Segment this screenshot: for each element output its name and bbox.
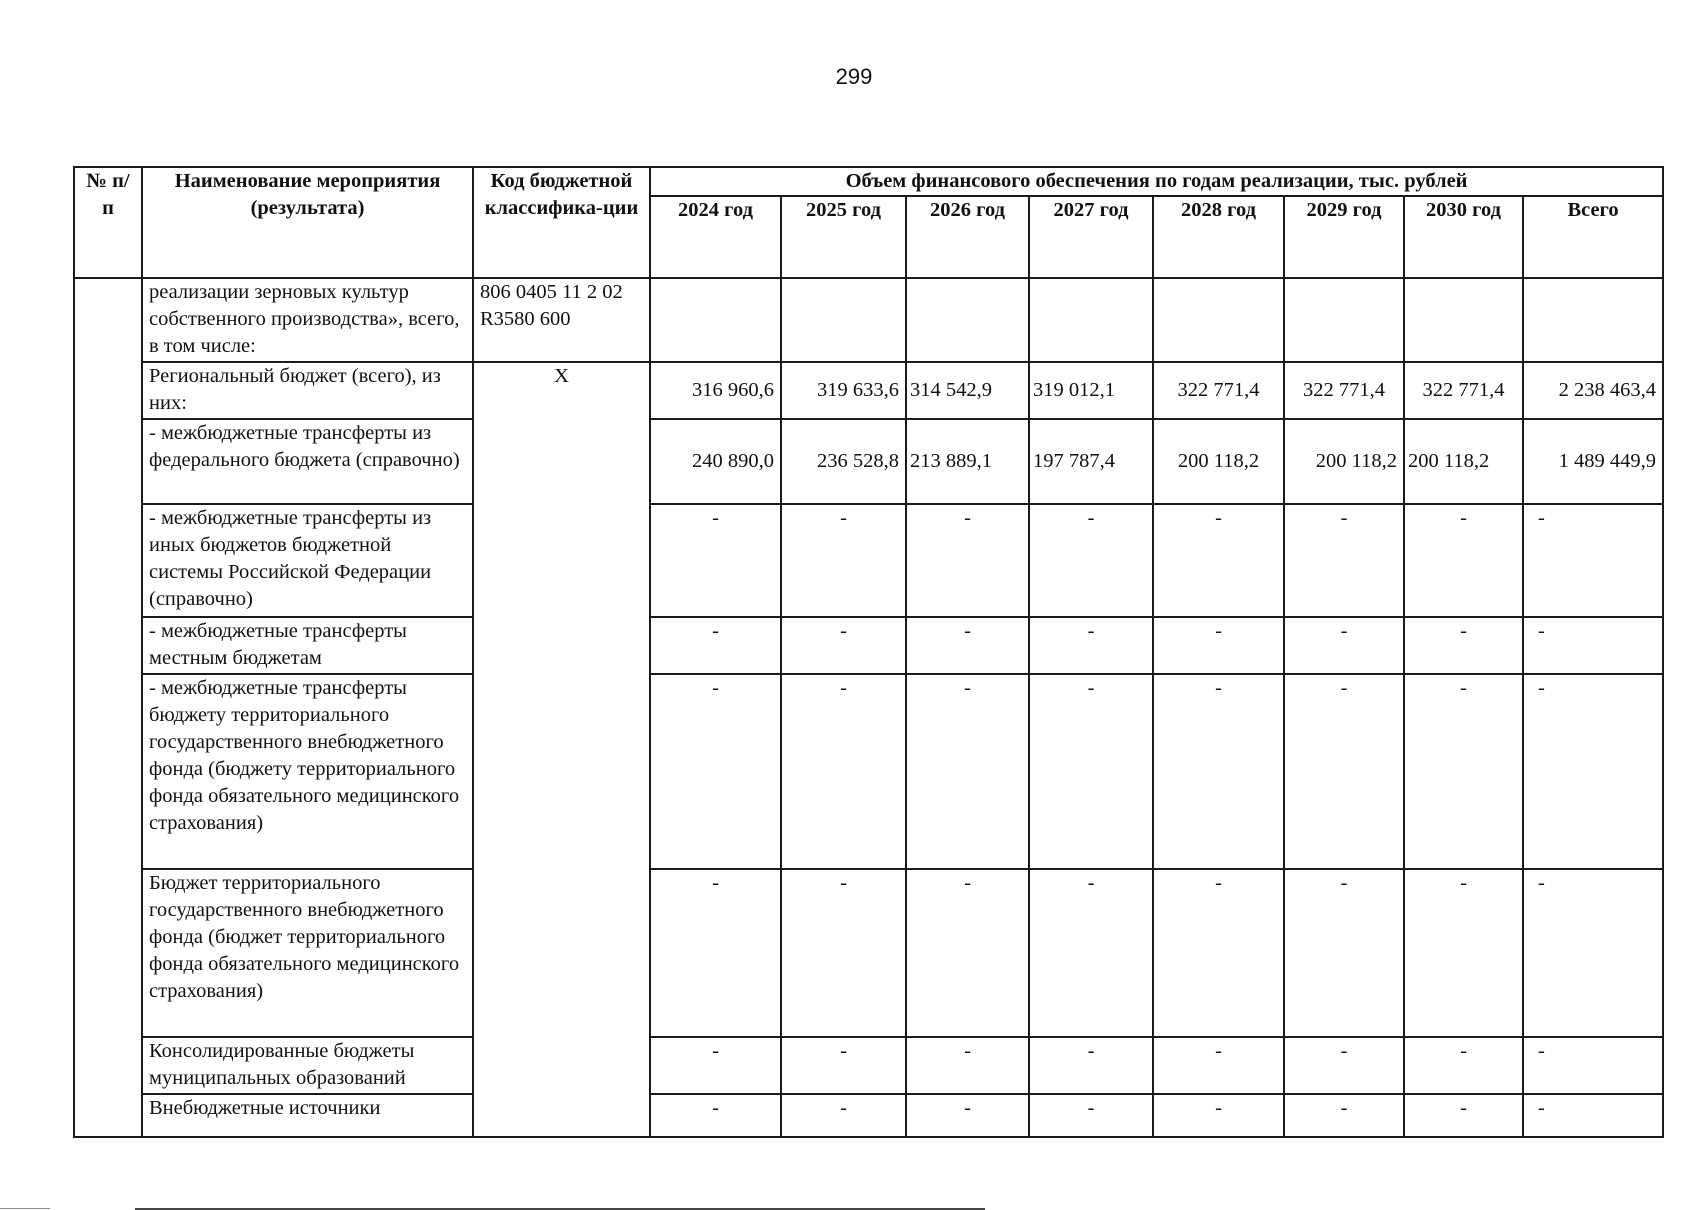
cell-value: - [1153,1037,1284,1094]
page-number: 299 [835,64,873,89]
cell-value [781,278,906,362]
cell-value: - [1404,869,1523,1037]
cell-value: 1 489 449,9 [1523,419,1663,504]
table-row [74,1037,1663,1094]
cell-value: 316 960,6 [650,362,781,419]
cell-name: - межбюджетные трансферты из федерального бюджета (справочно) [142,419,473,504]
cell-value: 197 787,4 [1029,419,1153,504]
cell-value: - [1404,1094,1523,1137]
header-financing-group: Объем финансового обеспечения по годам реализации, тыс. рублей [650,167,1663,196]
cell-value: 200 118,2 [1404,419,1523,504]
cell-value: - [1284,1094,1404,1137]
cell-value: - [1153,869,1284,1037]
cell-value: - [1404,504,1523,617]
cell-value: - [1029,504,1153,617]
cell-name: - межбюджетные трансферты бюджету территориального государственного внебюджетного фонда (бюджету территориального фонда обязательного медицинского страхования) [142,674,473,869]
cell-value: - [906,674,1029,869]
cell-value: - [906,1037,1029,1094]
cell-value: - [1029,869,1153,1037]
cell-value: - [781,869,906,1037]
cell-value: - [1284,617,1404,674]
table-row [74,419,1663,504]
cell-value: 200 118,2 [1284,419,1404,504]
table-row [74,869,1663,1037]
cell-value: - [1404,674,1523,869]
cell-value: - [906,869,1029,1037]
cell-value: - [1029,1094,1153,1137]
cell-value: - [1523,1094,1663,1137]
cell-value: - [1284,1037,1404,1094]
header-num: № п/п [74,167,142,278]
header-total: Всего [1523,196,1663,278]
cell-value: 236 528,8 [781,419,906,504]
table-row [74,362,1663,419]
cell-code: 806 0405 11 2 02 R3580 600 [473,278,650,362]
cell-value: 2 238 463,4 [1523,362,1663,419]
cell-value: 200 118,2 [1153,419,1284,504]
cell-value: - [1284,869,1404,1037]
cell-value: - [1153,504,1284,617]
cell-value: - [650,617,781,674]
cell-value: - [1404,617,1523,674]
header-year-2024: 2024 год [650,196,781,278]
cell-value: - [1153,674,1284,869]
cell-value [1284,278,1404,362]
cell-name: реализации зерновых культур собственного производства», всего, в том числе: [142,278,473,362]
cell-value: - [906,504,1029,617]
table-row [74,504,1663,617]
financing-table [73,166,1664,1138]
header-year-2028: 2028 год [1153,196,1284,278]
cell-value [1523,278,1663,362]
cell-num [74,278,142,1137]
cell-value: - [650,674,781,869]
cell-name: Внебюджетные источники [142,1094,473,1137]
cell-value: 240 890,0 [650,419,781,504]
cell-value: - [650,504,781,617]
header-year-2027: 2027 год [1029,196,1153,278]
header-year-2026: 2026 год [906,196,1029,278]
cell-value: - [1029,674,1153,869]
cell-value: - [1284,674,1404,869]
cell-value: - [781,1037,906,1094]
cell-value: - [906,617,1029,674]
cell-value: - [781,504,906,617]
cell-value: - [1153,617,1284,674]
cell-name: Региональный бюджет (всего), из них: [142,362,473,419]
cell-value: 322 771,4 [1284,362,1404,419]
cell-value: - [1523,504,1663,617]
cell-value: - [1523,869,1663,1037]
header-name: Наименование мероприятия (результата) [142,167,473,278]
cell-value: - [906,1094,1029,1137]
table-row [74,617,1663,674]
cell-value [1029,278,1153,362]
cell-value: 319 633,6 [781,362,906,419]
cell-value: - [1029,1037,1153,1094]
cell-value: - [1404,1037,1523,1094]
cell-value: - [650,1037,781,1094]
cell-value: - [1284,504,1404,617]
cell-value: - [1523,617,1663,674]
cell-name: - межбюджетные трансферты местным бюджетам [142,617,473,674]
header-year-2025: 2025 год [781,196,906,278]
table-row [74,278,1663,362]
cell-value: - [1153,1094,1284,1137]
cell-value: 213 889,1 [906,419,1029,504]
cell-value [1404,278,1523,362]
cell-code: X [473,362,650,1137]
cell-value: 319 012,1 [1029,362,1153,419]
table-row [74,1094,1663,1137]
cell-value: - [781,617,906,674]
cell-name: - межбюджетные трансферты из иных бюджетов бюджетной системы Российской Федерации (справочно) [142,504,473,617]
header-year-2030: 2030 год [1404,196,1523,278]
cell-value [1153,278,1284,362]
cell-value: 322 771,4 [1404,362,1523,419]
cell-value [906,278,1029,362]
cell-value: - [650,869,781,1037]
cell-value: - [781,674,906,869]
cell-value: 314 542,9 [906,362,1029,419]
cell-name: Бюджет территориального государственного внебюджетного фонда (бюджет территориального фонда обязательного медицинского страхования) [142,869,473,1037]
footer-rule-left [0,1208,50,1209]
cell-value: - [1523,1037,1663,1094]
cell-value: 322 771,4 [1153,362,1284,419]
table-row [74,674,1663,869]
header-code: Код бюджетной классифика-ции [473,167,650,278]
cell-value: - [650,1094,781,1137]
cell-name: Консолидированные бюджеты муниципальных образований [142,1037,473,1094]
cell-value: - [781,1094,906,1137]
cell-value: - [1029,617,1153,674]
cell-value: - [1523,674,1663,869]
header-year-2029: 2029 год [1284,196,1404,278]
cell-value [650,278,781,362]
